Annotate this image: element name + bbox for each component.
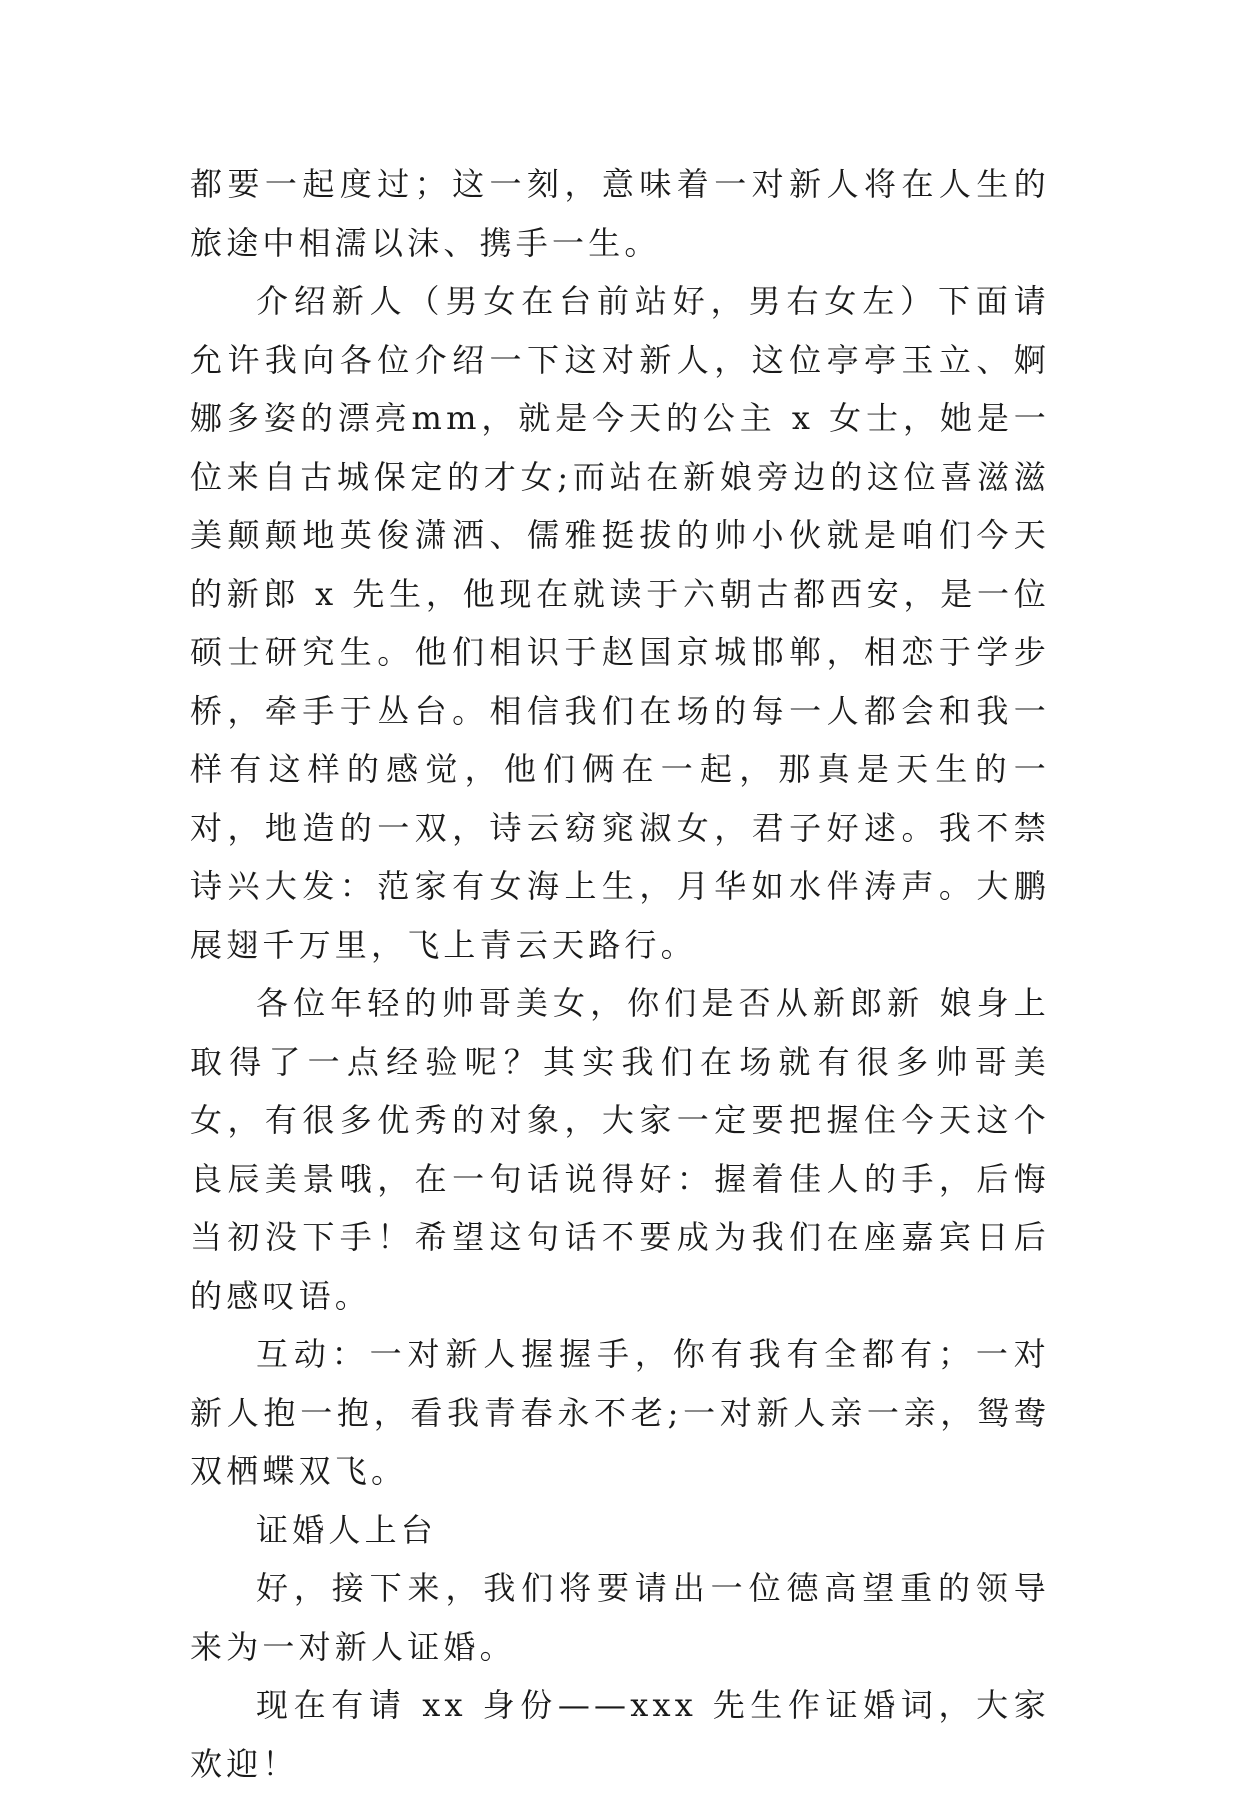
paragraph-3: 各位年轻的帅哥美女，你们是否从新郎新 娘身上取得了一点经验呢？其实我们在场就有很多帅哥美女，有很多优秀的对象，大家一定要把握住今天这个良辰美景哦，在一句话说得好：握着佳人的手，后悔当初没下手！希望这句话不要成为我们在座嘉宾日后的感叹语。 [190,984,1050,1315]
paragraph-2: 介绍新人（男女在台前站好，男右女左）下面请允许我向各位介绍一下这对新人，这位亭亭玉立、婀娜多姿的漂亮mm，就是今天的公主 x 女士，她是一位来自古城保定的才女;而站在新娘旁边的这位喜滋滋美颠颠地英俊潇洒、儒雅挺拔的帅小伙就是咱们今天的新郎 x 先生，他现在就读于六朝古都西安，是一位硕士研究生。他们相识于赵国京城邯郸，相恋于学步桥，牵手于丛台。相信我们在场的每一人都会和我一样有这样的感觉，他们俩在一起，那真是天生的一对，地造的一双，诗云窈窕淑女，君子好逑。我不禁诗兴大发：范家有女海上生，月华如水伴涛声。大鹏展翅千万里，飞上青云天路行。 [190,282,1050,964]
paragraph-5: 证婚人上台 [256,1510,438,1549]
paragraph-6: 好，接下来，我们将要请出一位德高望重的领导来为一对新人证婚。 [190,1569,1050,1666]
paragraph-4: 互动：一对新人握握手，你有我有全都有；一对新人抱一抱，看我青春永不老;一对新人亲一亲，鸳鸯双栖蝶双飞。 [190,1335,1050,1490]
document-body [190,155,1050,1793]
paragraph-1: 都要一起度过；这一刻，意味着一对新人将在人生的旅途中相濡以沫、携手一生。 [190,165,1050,262]
paragraph-7: 现在有请 xx 身份——xxx 先生作证婚词，大家欢迎！ [190,1686,1050,1783]
